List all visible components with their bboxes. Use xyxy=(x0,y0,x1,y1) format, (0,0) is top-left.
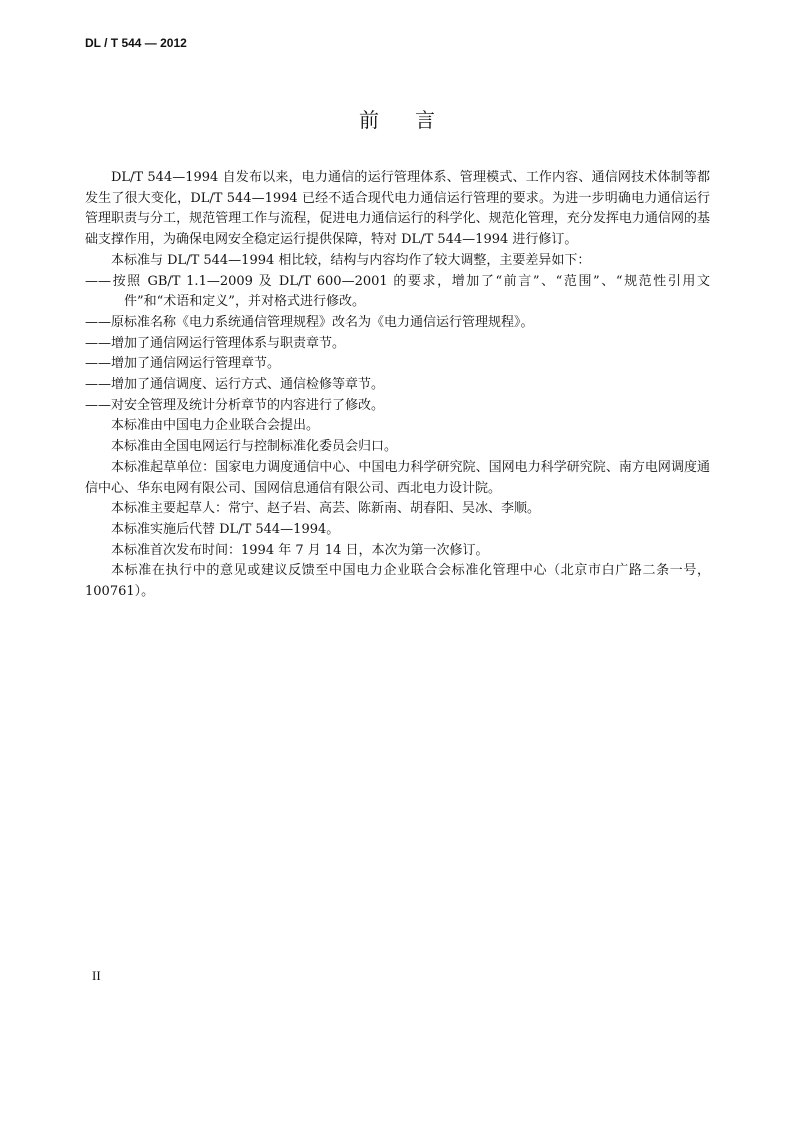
preface-paragraph: 本标准实施后代替 DL/T 544—1994。 xyxy=(111,521,340,537)
preface-paragraph: 本标准由全国电网运行与控制标准化委员会归口。 xyxy=(111,439,398,455)
preface-paragraph: 本标准主要起草人：常宁、赵子岩、高芸、陈新南、胡春阳、吴冰、李顺。 xyxy=(111,501,541,517)
dash-list-item: ——原标准名称《电力系统通信管理规程》改名为《电力通信运行管理规程》。 xyxy=(85,314,534,330)
dash-list-item: ——按照 GB/T 1.1—2009 及 DL/T 600—2001 的要求，增加了“前言”、“范围”、“规范性引用文件”和“术语和定义”，并对格式进行修改。 xyxy=(85,273,710,310)
standard-code-header: DL / T 544 — 2012 xyxy=(85,36,187,50)
preface-paragraph: 本标准与 DL/T 544—1994 相比较，结构与内容均作了较大调整，主要差异如下： xyxy=(111,252,591,268)
preface-body xyxy=(85,168,710,603)
dash-list-item: ——对安全管理及统计分析章节的内容进行了修改。 xyxy=(85,397,385,413)
dash-list-item: ——增加了通信网运行管理体系与职责章节。 xyxy=(85,335,346,351)
preface-paragraph: 本标准由中国电力企业联合会提出。 xyxy=(111,418,320,434)
preface-paragraph: 本标准在执行中的意见或建议反馈至中国电力企业联合会标准化管理中心（北京市白广路二条一号，100761）。 xyxy=(85,563,710,600)
preface-paragraph: 本标准起草单位：国家电力调度通信中心、中国电力科学研究院、国网电力科学研究院、南方电网调度通信中心、华东电网有限公司、国网信息通信有限公司、西北电力设计院。 xyxy=(85,459,710,496)
dash-list-item: ——增加了通信调度、运行方式、通信检修等章节。 xyxy=(85,377,385,393)
page-title: 前言 xyxy=(359,108,471,132)
page-number: II xyxy=(92,968,101,983)
dash-list-item: ——增加了通信网运行管理章节。 xyxy=(85,356,281,372)
preface-paragraph: DL/T 544—1994 自发布以来，电力通信的运行管理体系、管理模式、工作内容、通信网技术体制等都发生了很大变化，DL/T 544—1994 已经不适合现代电力通信运行管理的要求。为进一步明确电力通信运行管理职责与分工，规范管理工作与流程，促进电力通信运行的科学化、规范化管理，充分发挥电力通信网的基础支撑作用，为确保电网安全稳定运行提供保障，特对 DL/T 544—1994 进行修订。 xyxy=(85,170,710,248)
preface-paragraph: 本标准首次发布时间：1994 年 7 月 14 日，本次为第一次修订。 xyxy=(111,542,489,558)
